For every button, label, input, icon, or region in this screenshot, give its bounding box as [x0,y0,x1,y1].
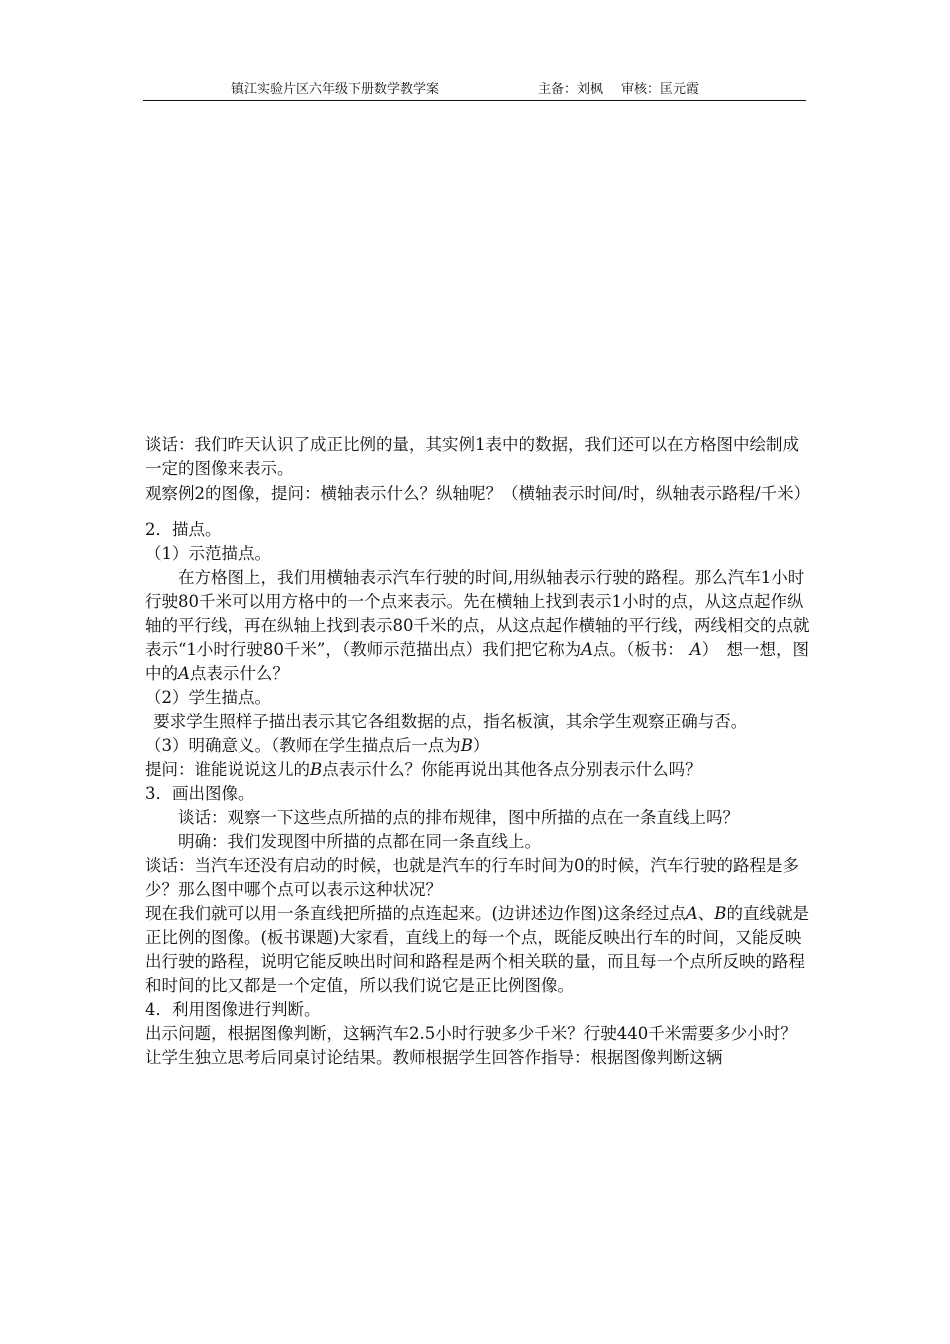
connect-text-c: 的直线就是正比例的图像。(板书课题)大家看，直线上的每一个点，既能反映出行车的时间，又能反映出行驶的路程，说明它能反映出时间和路程是两个相关联的量，而且每一个点所反映的路程和时间的比又都是一个定值，所以我们说它是正比例图像。 [145,904,809,995]
demo-text-c: ） 想一想，图中的 [145,640,809,683]
point-a-question: A [178,664,190,683]
point-a-connect: A [685,904,698,923]
question-b-text-b: 点表示什么？你能再说出其他各点分别表示什么吗？ [322,760,702,779]
paragraph-connect-line [145,902,810,998]
paragraph-student-plot: 要求学生照样子描出表示其它各组数据的点，指名板演，其余学生观察正确与否。 [153,712,748,731]
subheading-student-plot: （2）学生描点。 [145,688,271,707]
paragraph-clarify-line: 明确：我们发现图中所描的点都在同一条直线上。 [178,832,541,851]
page-header [143,80,806,100]
point-a-board: A [689,640,702,659]
header-preparer: 主备：刘枫 [538,82,604,97]
connect-text-a: 现在我们就可以用一条直线把所描的点连起来。(边讲述边作图)这条经过点 [145,904,686,923]
demo-text-a: 在方格图上，我们用横轴表示汽车行驶的时间,用纵轴表示行驶的路程。那么汽车1小时行驶80千米可以用方格中的一个点来表示。先在横轴上找到表示1小时的点，从这点起作纵轴的平行线，再在纵轴上找到表示80千米的点，从这点起作横轴的平行线，两线相交的点就表示“1小时行驶80千米”，（教师示范描出点）我们把它称为 [145,568,810,659]
subheading-meaning [145,734,810,758]
paragraph-discussion: 让学生独立思考后同桌讨论结果。教师根据学生回答作指导：根据图像判断这辆 [145,1048,723,1067]
heading-draw-graph: 3．画出图像。 [145,784,255,803]
paragraph-origin-talk: 谈话：当汽车还没有启动的时候，也就是汽车的行车时间为0的时候，汽车行驶的路程是多少？那么图中哪个点可以表示这种状况？ [145,856,799,899]
meaning-text-a: （3）明确意义。（教师在学生描点后一点为 [145,736,461,755]
point-a-label: A [581,640,594,659]
demo-text-b: 点。（板书： [593,640,684,659]
paragraph-question-b [145,758,810,782]
heading-plot-points: 2．描点。 [145,520,222,539]
connect-text-b: 、 [697,904,715,923]
subheading-demo-plot: （1）示范描点。 [145,544,271,563]
paragraph-demo-plot [145,566,810,686]
point-b-connect: B [714,904,727,923]
document-body [145,433,810,1070]
paragraph-intro-talk: 谈话：我们昨天认识了成正比例的量，其实例1表中的数据，我们还可以在方格图中绘制成一定的图像来表示。 [145,435,799,478]
demo-text-d: 点表示什么？ [189,664,289,683]
header-credits [538,80,717,100]
paragraph-observe-example: 观察例2的图像，提问：横轴表示什么？纵轴呢？（横轴表示时间/时，纵轴表示路程/千米） [145,484,811,503]
paragraph-observe-pattern: 谈话：观察一下这些点所描的点的排布规律，图中所描的点在一条直线上吗？ [178,808,739,827]
header-rule [143,100,806,101]
header-reviewer: 审核：匡元霞 [621,82,700,97]
point-b-label: B [460,736,473,755]
header-title: 镇江实验片区六年级下册数学教学案 [231,82,440,97]
point-b-question: B [310,760,323,779]
question-b-text-a: 提问：谁能说说这儿的 [145,760,310,779]
paragraph-judge-question: 出示问题，根据图像判断，这辆汽车2.5小时行驶多少千米？行驶440千米需要多少小时？ [145,1024,797,1043]
heading-judge-graph: 4．利用图像进行判断。 [145,1000,321,1019]
meaning-text-b: ） [472,736,490,755]
